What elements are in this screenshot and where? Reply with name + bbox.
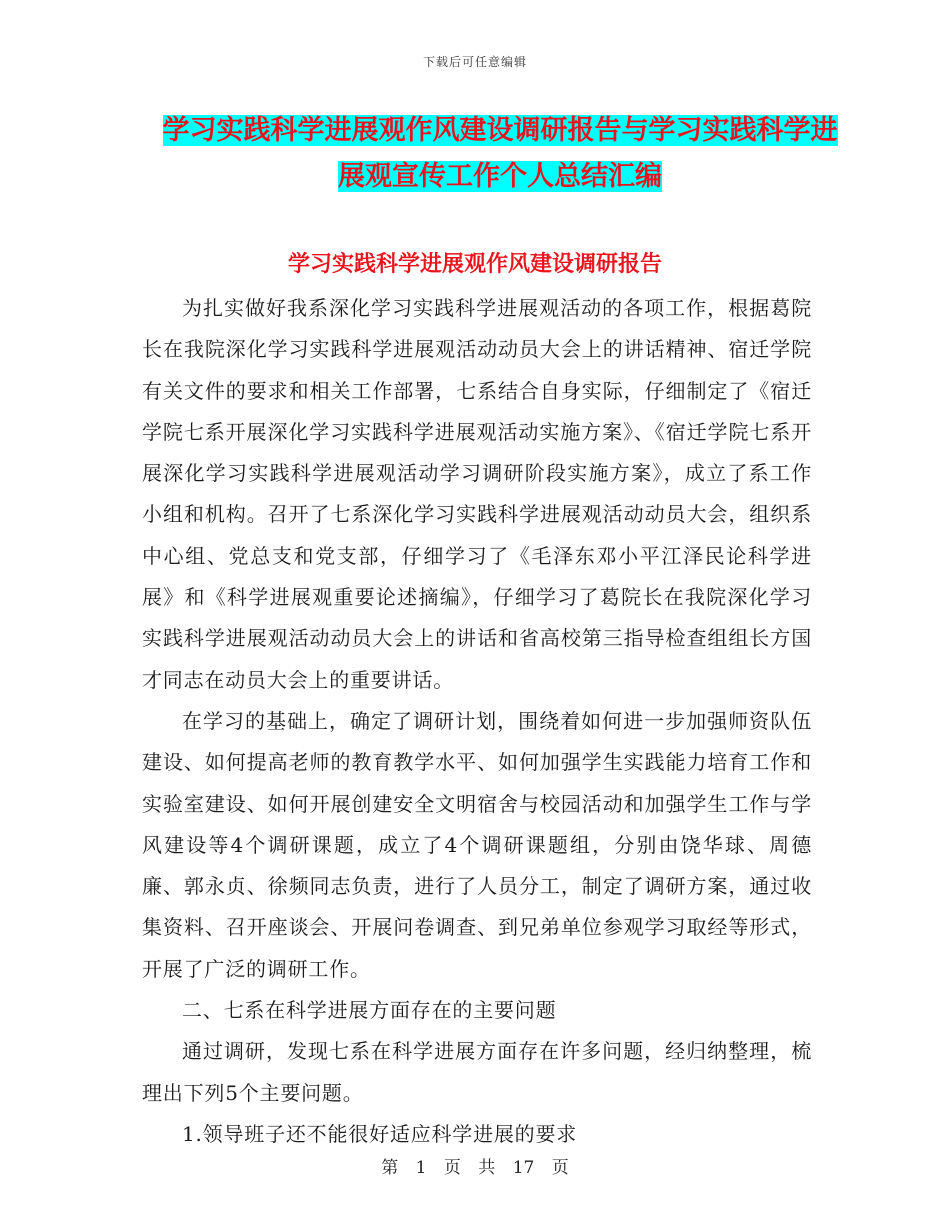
paragraph: 在学习的基础上，确定了调研计划，围绕着如何进一步加强师资队伍建设、如何提高老师的教育教学水平、如何加强学生实践能力培育工作和实验室建设、如何开展创建安全文明宿舍与校园活动和加强学生工作与学风建设等4个调研课题，成立了4个调研课题组，分别由饶华球、周德廉、郭永贞、徐频同志负责，进行了人员分工，制定了调研方案，通过收集资料、召开座谈会、开展问卷调查、到兄弟单位参观学习取经等形式，开展了广泛的调研工作。 — [142, 708, 812, 981]
footer-current-page: 1 — [415, 1158, 427, 1178]
main-title-text: 学习实践科学进展观作风建设调研报告与学习实践科学进展观宣传工作个人总结汇编 — [162, 115, 838, 192]
paragraph: 通过调研，发现七系在科学进展方面存在许多问题，经归纳整理，梳理出下列5个主要问题。 — [142, 1039, 812, 1105]
header-note: 下载后可任意编辑 — [422, 55, 527, 69]
footer-label-unit: 页 — [443, 1158, 461, 1178]
page-footer — [0, 1153, 950, 1178]
footer-total-pages: 17 — [512, 1158, 535, 1178]
subsection-heading: 1.领导班子还不能很好适应科学进展的要求 — [182, 1121, 578, 1146]
document-body — [142, 288, 812, 1155]
section-heading: 二、七系在科学进展方面存在的主要问题 — [182, 998, 557, 1023]
main-title — [150, 108, 850, 200]
paragraph: 为扎实做好我系深化学习实践科学进展观活动的各项工作，根据葛院长在我院深化学习实践科学进展观活动动员大会上的讲话精神、宿迁学院有关文件的要求和相关工作部署，七系结合自身实际，仔细制定了《宿迁学院七系开展深化学习实践科学进展观活动实施方案》、《宿迁学院七系开展深化学习实践科学进展观活动学习调研阶段实施方案》，成立了系工作小组和机构。召开了七系深化学习实践科学进展观活动动员大会，组织系中心组、党总支和党支部，仔细学习了《毛泽东邓小平江泽民论科学进展》和《科学进展观重要论述摘编》，仔细学习了葛院长在我院深化学习实践科学进展观活动动员大会上的讲话和省高校第三指导检查组组长方国才同志在动员大会上的重要讲话。 — [142, 296, 812, 692]
footer-label-page: 第 — [381, 1158, 399, 1178]
footer-label-unit2: 页 — [551, 1158, 569, 1178]
section-title: 学习实践科学进展观作风建设调研报告 — [287, 252, 662, 277]
footer-label-total: 共 — [478, 1158, 496, 1178]
